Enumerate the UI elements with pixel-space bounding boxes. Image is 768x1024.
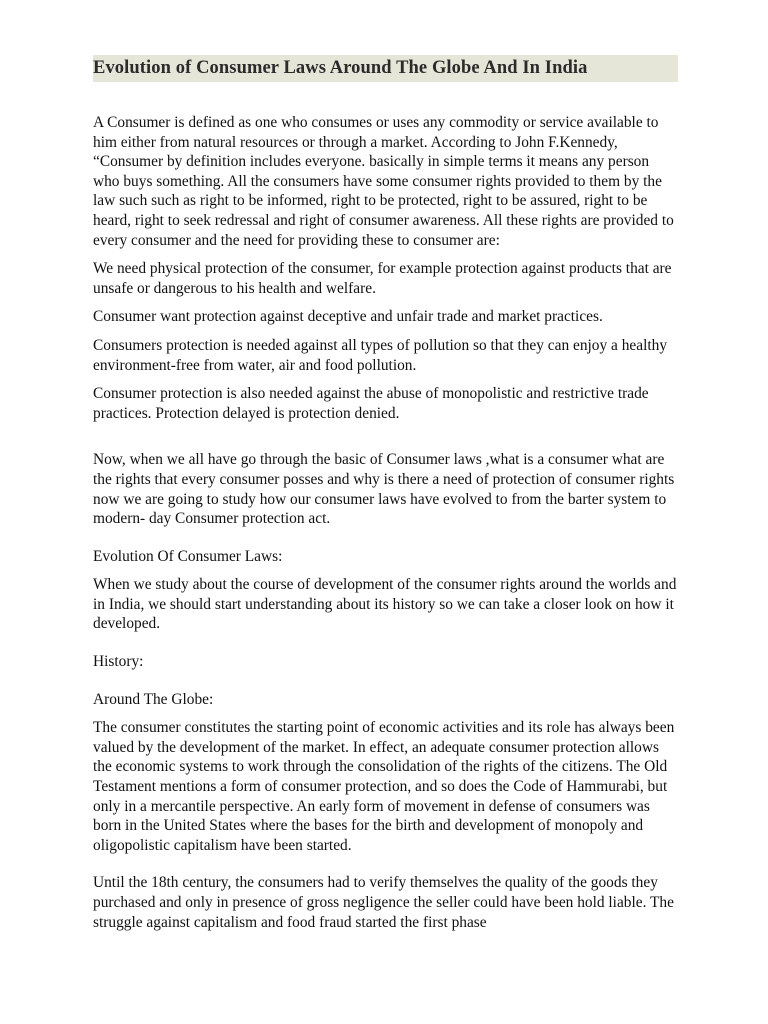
paragraph-until-18th-century: Until the 18th century, the consumers had to verify themselves the quality of the goods they purchased and only in presence of gross negligence the seller could have been hold liable. The struggle against capitalism and food fraud started the first phase <box>93 874 674 931</box>
paragraph-physical-protection: We need physical protection of the consumer, for example protection against products that are unsafe or dangerous to his health and welfare. <box>93 260 672 297</box>
document-title: Evolution of Consumer Laws Around The Globe And In India <box>93 58 588 78</box>
paragraph-deceptive-practices: Consumer want protection against deceptive and unfair trade and market practices. <box>93 308 603 326</box>
document-page <box>93 55 678 932</box>
paragraph-pollution: Consumers protection is needed against all types of pollution so that they can enjoy a healthy environment-free from water, air and food pollution. <box>93 336 668 374</box>
paragraph-intro: A Consumer is defined as one who consumes or uses any commodity or service available to him either from natural resources or through a market. According to John F.Kennedy, “Consumer by definition includes everyone. basically in simple terms it means any person who buys something. All the consumers have some consumer rights provided to them by the law such such as right to be informed, right to be protected, right to be assured, right to be heard, right to seek redressal and right of consumer awareness. All these rights are provided to every consumer and the need for providing these to consumer are: <box>93 114 674 249</box>
heading-around-the-globe: Around The Globe: <box>93 690 214 708</box>
title-bar <box>93 55 678 82</box>
heading-evolution: Evolution Of Consumer Laws: <box>93 547 283 565</box>
paragraph-consumer-constitutes: The consumer constitutes the starting point of economic activities and its role has always been valued by the development of the market. In effect, an adequate consumer protection allows the economic systems to work through the consolidation of the rights of the citizens. The Old Testament mentions a form of consumer protection, and so does the Code of Hammurabi, but only in a mercantile perspective. An early form of movement in defense of consumers was born in the United States where the bases for the birth and development of monopoly and oligopolistic capitalism have been started. <box>93 719 675 854</box>
heading-history: History: <box>93 653 144 671</box>
paragraph-course-of-development: When we study about the course of development of the consumer rights around the worlds and in India, we should start understanding about its history so we can take a closer look on how it developed. <box>93 576 677 633</box>
paragraph-now-when: Now, when we all have go through the basic of Consumer laws ,what is a consumer what are the rights that every consumer posses and why is there a need of protection of consumer rights now we are going to study how our consumer laws have evolved to from the barter system to modern- day Consumer protection act. <box>93 451 675 528</box>
paragraph-monopolistic: Consumer protection is also needed against the abuse of monopolistic and restrictive trade practices. Protection delayed is protection denied. <box>93 385 649 422</box>
